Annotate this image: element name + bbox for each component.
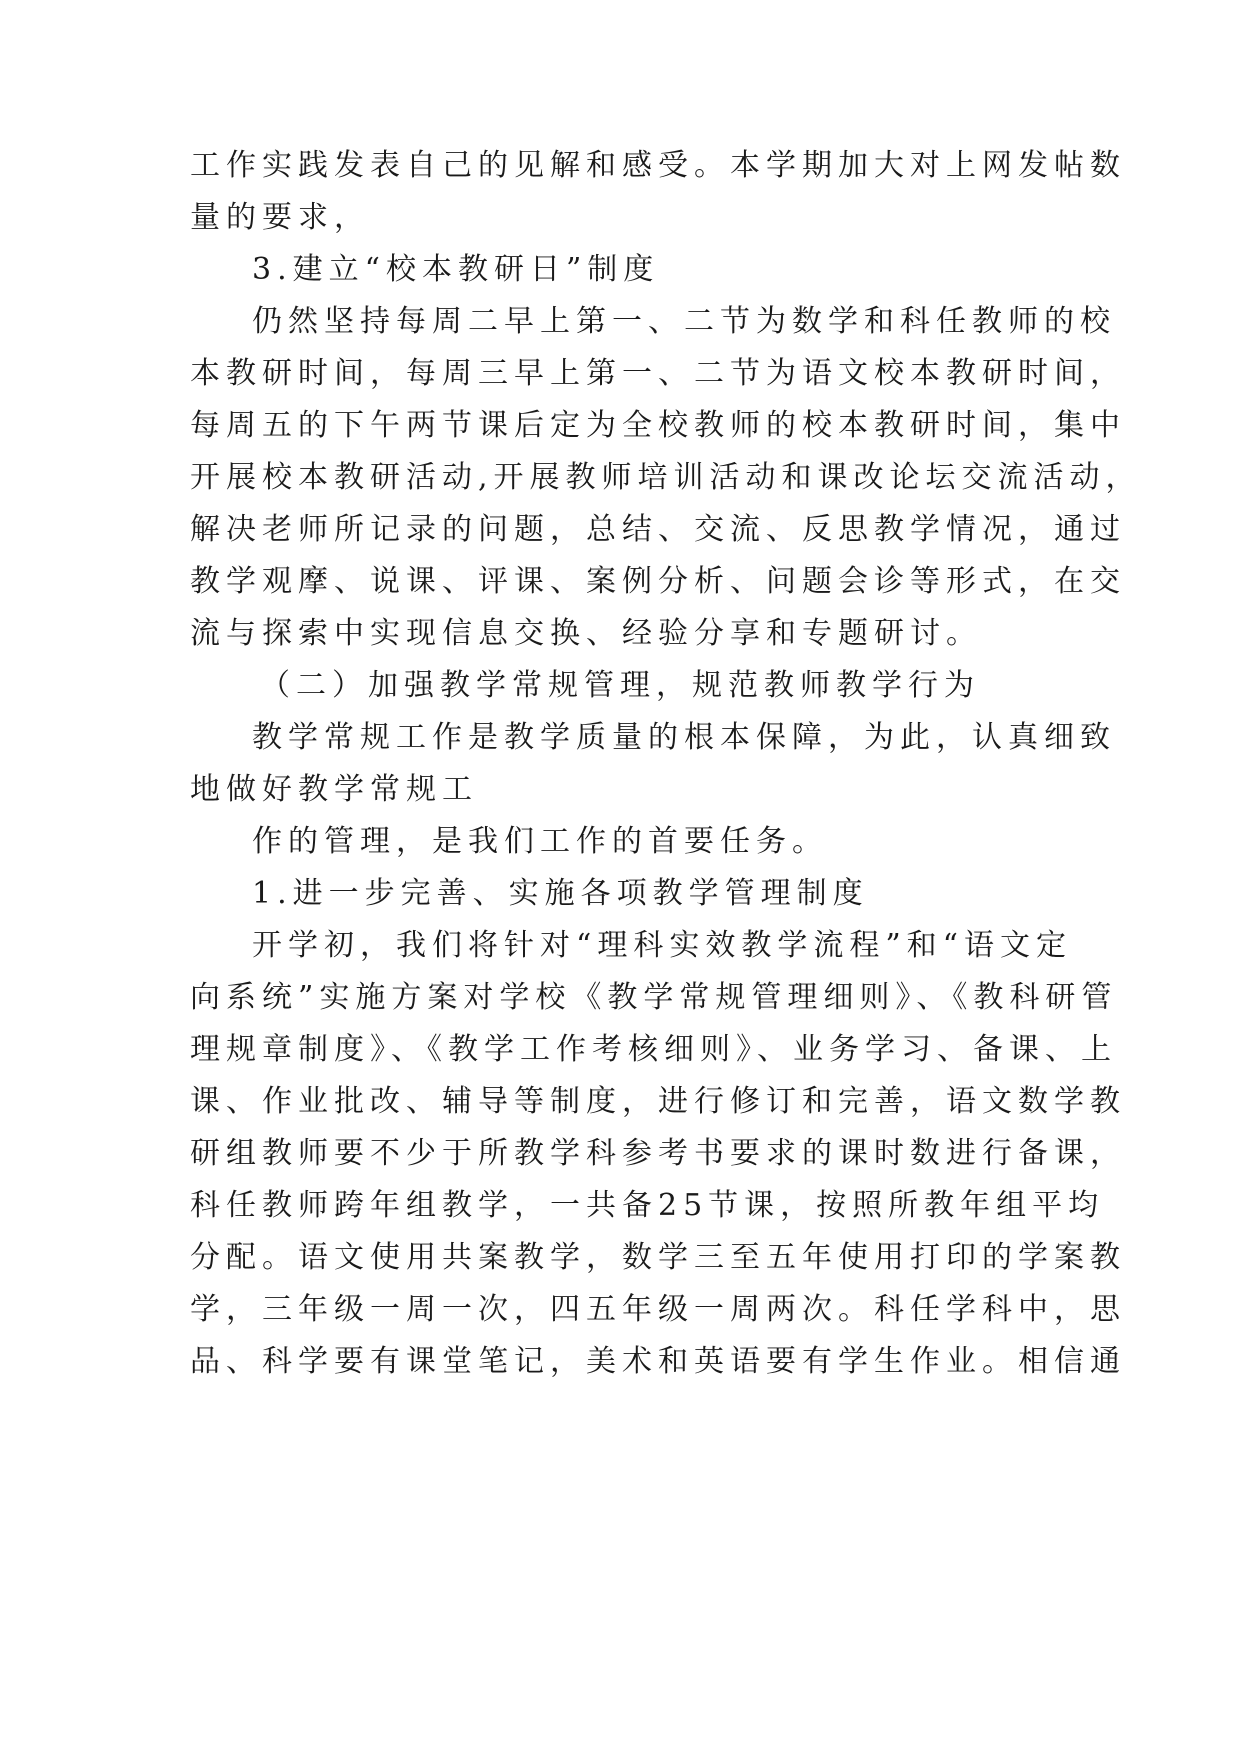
paragraph-line: 每周五的下午两节课后定为全校教师的校本教研时间，集中 <box>190 408 1126 443</box>
paragraph-line: 教学观摩、说课、评课、案例分析、问题会诊等形式，在交 <box>190 564 1126 599</box>
paragraph-line: 品、科学要有课堂笔记，美术和英语要有学生作业。相信通 <box>190 1344 1126 1379</box>
section-heading: （二）加强教学常规管理，规范教师教学行为 <box>260 668 980 703</box>
paragraph-line: 工作实践发表自己的见解和感受。本学期加大对上网发帖数 <box>190 148 1126 183</box>
paragraph-line: 流与探索中实现信息交换、经验分享和专题研讨。 <box>190 616 982 651</box>
paragraph-line: 课、作业批改、辅导等制度，进行修订和完善，语文数学教 <box>190 1084 1126 1119</box>
paragraph-line: 学，三年级一周一次，四五年级一周两次。科任学科中，思 <box>190 1292 1126 1327</box>
paragraph-line: 科任教师跨年组教学，一共备25节课，按照所教年组平均 <box>190 1188 1105 1223</box>
paragraph-line: 开展校本教研活动,开展教师培训活动和课改论坛交流活动， <box>190 460 1142 495</box>
paragraph-line: 向系统”实施方案对学校《教学常规管理细则》、《教科研管 <box>190 980 1118 1015</box>
paragraph-line: 解决老师所记录的问题，总结、交流、反思教学情况，通过 <box>190 512 1126 547</box>
paragraph-line: 分配。语文使用共案教学，数学三至五年使用打印的学案教 <box>190 1240 1126 1275</box>
paragraph-line: 教学常规工作是教学质量的根本保障，为此，认真细致 <box>252 720 1116 755</box>
section-heading: 1.进一步完善、实施各项教学管理制度 <box>252 876 869 911</box>
paragraph-line: 量的要求， <box>190 200 370 235</box>
paragraph-line: 仍然坚持每周二早上第一、二节为数学和科任教师的校 <box>252 304 1116 339</box>
paragraph-line: 研组教师要不少于所教学科参考书要求的课时数进行备课， <box>190 1136 1126 1171</box>
paragraph-line: 地做好教学常规工 <box>190 772 478 807</box>
section-heading: 3.建立“校本教研日”制度 <box>252 252 660 287</box>
paragraph-line: 理规章制度》、《教学工作考核细则》、业务学习、备课、上 <box>190 1032 1117 1067</box>
paragraph-line: 作的管理，是我们工作的首要任务。 <box>252 824 828 859</box>
paragraph-line: 开学初，我们将针对“理科实效教学流程”和“语文定 <box>252 928 1073 963</box>
paragraph-line: 本教研时间，每周三早上第一、二节为语文校本教研时间， <box>190 356 1126 391</box>
